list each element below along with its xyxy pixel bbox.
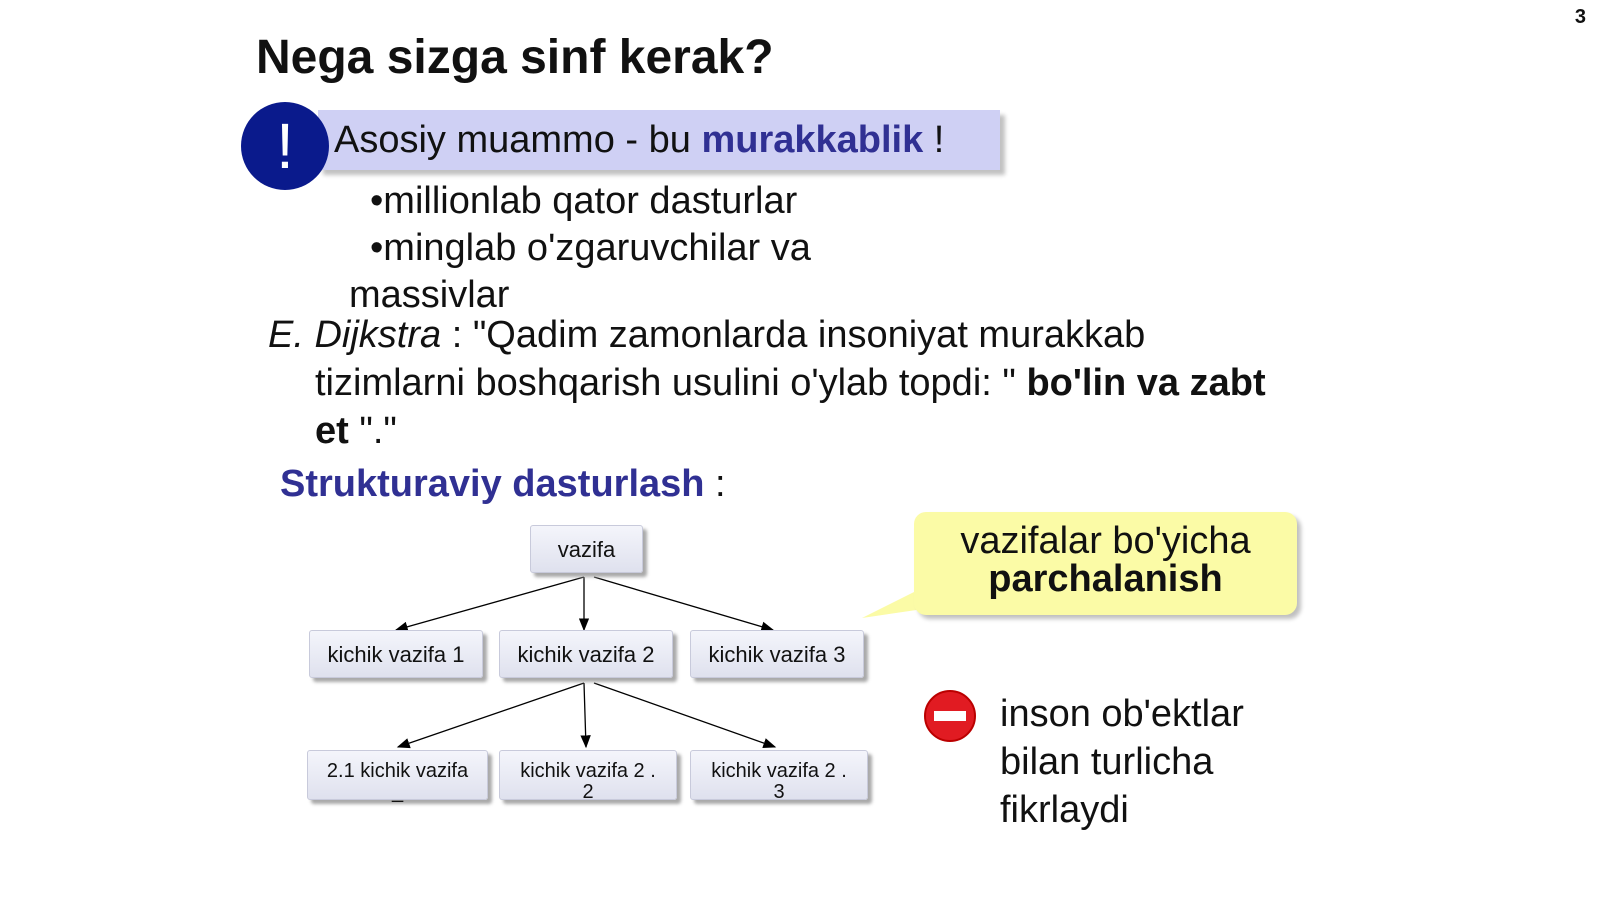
bullet-item: •millionlab qator dasturlar (370, 180, 798, 222)
node-line-1: 2.1 kichik vazifa (326, 760, 469, 782)
subtask-node-1: kichik vazifa 1 (309, 630, 483, 678)
note-line: inson ob'ektlar (1000, 693, 1244, 735)
node-line-2: _ (391, 781, 404, 803)
decomposition-callout (914, 512, 1297, 615)
connector-line (396, 577, 584, 630)
no-entry-icon (924, 690, 976, 742)
slide-title: Nega sizga sinf kerak? (256, 31, 774, 84)
banner-suffix: ! (923, 119, 945, 161)
task-root-node: vazifa (530, 525, 643, 573)
quote-line3-bold: et (315, 410, 349, 452)
quote-line2-text: tizimlarni boshqarish usulini o'ylab topdi: " (315, 362, 1027, 404)
human-thinking-note (1000, 690, 1244, 834)
quote-line1-text: : "Qadim zamonlarda insoniyat murakkab (441, 314, 1146, 356)
exclamation-icon (241, 102, 329, 190)
subtask-node-2: kichik vazifa 2 (499, 630, 673, 678)
structured-colon: : (704, 463, 726, 505)
exclamation-mark: ! (276, 110, 294, 182)
bullet-item-continuation: massivlar (349, 274, 510, 316)
problem-banner (318, 110, 1000, 170)
callout-line-1: vazifalar bo'yicha (960, 520, 1251, 562)
subsubtask-node-1 (307, 750, 488, 803)
node-line-2: 2 (582, 781, 594, 803)
banner-prefix: Asosiy muammo - bu (334, 119, 702, 161)
note-line: bilan turlicha (1000, 741, 1214, 783)
subsubtask-node-2 (499, 750, 677, 803)
callout-line-2: parchalanish (988, 558, 1223, 600)
node-line-1: kichik vazifa 2 . (711, 760, 847, 782)
connector-line (594, 683, 775, 747)
quote-line3-text: "." (348, 410, 397, 452)
bullet-item: •minglab o'zgaruvchilar va (370, 227, 811, 269)
structured-label: Strukturaviy dasturlash (280, 463, 705, 505)
page-number: 3 (1574, 6, 1586, 28)
banner-highlight: murakkablik (701, 119, 924, 161)
connector-line (398, 683, 584, 747)
subsubtask-node-3 (690, 750, 868, 803)
note-line: fikrlaydi (1000, 789, 1129, 831)
connector-line (594, 577, 773, 630)
no-entry-bar (934, 711, 966, 721)
subtask-node-3: kichik vazifa 3 (690, 630, 864, 678)
node-line-2: 3 (773, 781, 785, 803)
connector-line (584, 683, 586, 747)
quote-author: E. Dijkstra (268, 314, 442, 356)
node-line-1: kichik vazifa 2 . (520, 760, 656, 782)
quote-bold: bo'lin va zabt (1026, 362, 1266, 404)
